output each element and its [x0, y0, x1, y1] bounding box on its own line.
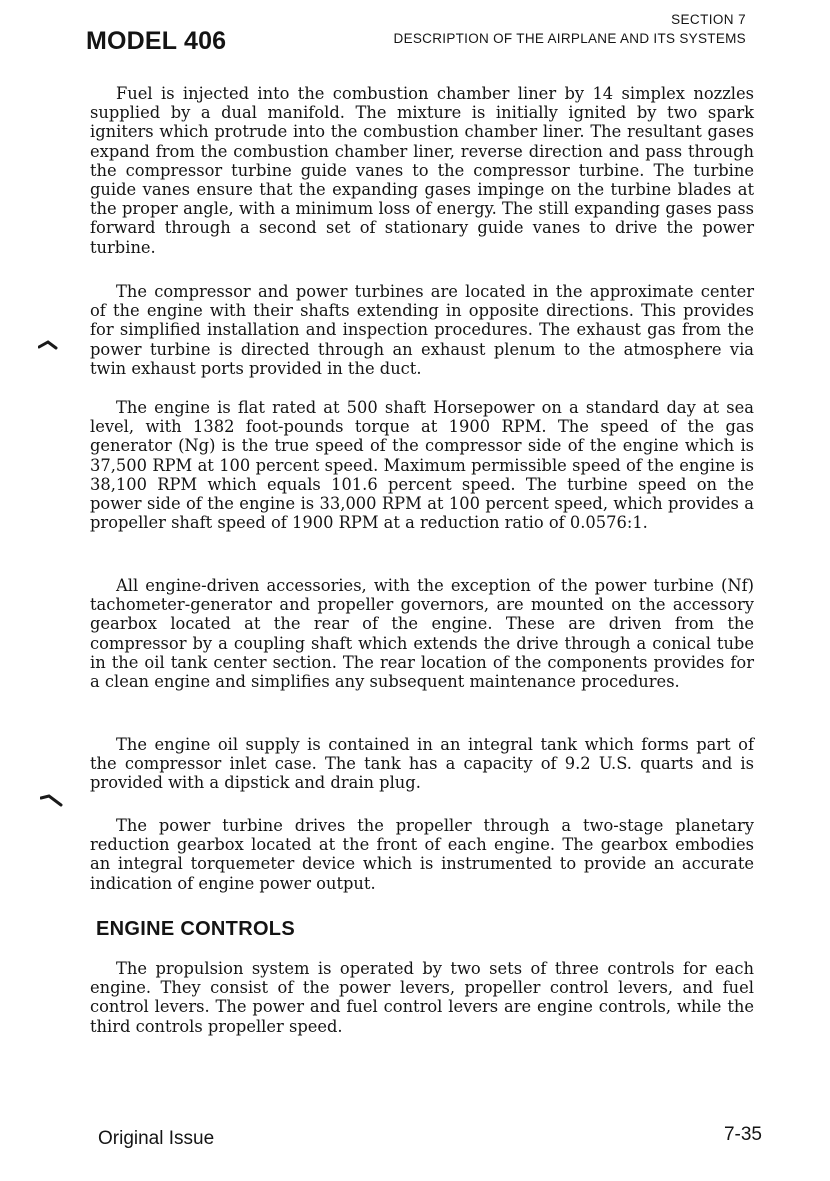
model-title: MODEL 406	[86, 27, 227, 55]
page-number: 7-35	[723, 1124, 762, 1145]
section-heading: ENGINE CONTROLS	[96, 918, 295, 940]
paragraph-turbines	[90, 282, 754, 378]
paragraph-text: All engine-driven accessories, with the exception of the power turbine (Nf) tachometer-generator and propeller governors, are mounted on the accessory gearbox located at the rear of the engine. These are driven from the compressor by a coupling shaft which extends the drive through a conical tube in the oil tank center section. The rear location of the components provides for a clean engine and simplifies any subsequent maintenance procedures.	[90, 576, 754, 692]
paragraph-text: The propulsion system is operated by two sets of three controls for each engine. They consist of the power levers, propeller control levers, and fuel control levers. The power and fuel control levers are engine controls, while the third controls propeller speed.	[90, 959, 754, 1036]
paragraph-text: The engine is flat rated at 500 shaft Horsepower on a standard day at sea level, with 1382 foot-pounds torque at 1900 RPM. The speed of the gas generator (Ng) is the true speed of the compressor side of the engine which is 37,500 RPM at 100 percent speed. Maximum permissible speed of the engine is 38,100 RPM which equals 101.6 percent speed. The turbine speed on the power side of the engine is 33,000 RPM at 100 percent speed, which provides a propeller shaft speed of 1900 RPM at a reduction ratio of 0.0576:1.	[90, 398, 754, 533]
paragraph-text: The engine oil supply is contained in an integral tank which forms part of the compressor inlet case. The tank has a capacity of 9.2 U.S. quarts and is provided with a dipstick and drain plug.	[90, 735, 754, 793]
revision-mark-icon	[40, 792, 64, 808]
paragraph-controls	[90, 959, 754, 1036]
footer-issue: Original Issue	[98, 1128, 215, 1149]
paragraph-text: The compressor and power turbines are located in the approximate center of the engine with their shafts extending in opposite directions. This provides for simplified installation and inspection procedures. The exhaust gas from the power turbine is directed through an exhaust plenum to the atmosphere via twin exhaust ports provided in the duct.	[90, 282, 754, 378]
revision-mark-icon	[38, 337, 58, 351]
section-description: DESCRIPTION OF THE AIRPLANE AND ITS SYSTEMS	[393, 31, 746, 46]
paragraph-accessories	[90, 576, 754, 691]
paragraph-fuel-injection	[90, 84, 754, 257]
section-label: SECTION 7	[671, 12, 746, 27]
paragraph-text: The power turbine drives the propeller through a two-stage planetary reduction gearbox located at the front of each engine. The gearbox embodies an integral torquemeter device which is instrumented to provide an accurate indication of engine power output.	[90, 816, 754, 893]
paragraph-rating	[90, 398, 754, 532]
paragraph-oil-supply	[90, 735, 754, 793]
paragraph-reduction-gearbox	[90, 816, 754, 893]
paragraph-text: Fuel is injected into the combustion chamber liner by 14 simplex nozzles supplied by a dual manifold. The mixture is initially ignited by two spark igniters which protrude into the combustion chamber liner. The resultant gases expand from the combustion chamber liner, reverse direction and pass through the compressor turbine guide vanes to the compressor turbine. The turbine guide vanes ensure that the expanding gases impinge on the turbine blades at the proper angle, with a minimum loss of energy. The still expanding gases pass forward through a second set of stationary guide vanes to drive the power turbine.	[90, 84, 754, 257]
